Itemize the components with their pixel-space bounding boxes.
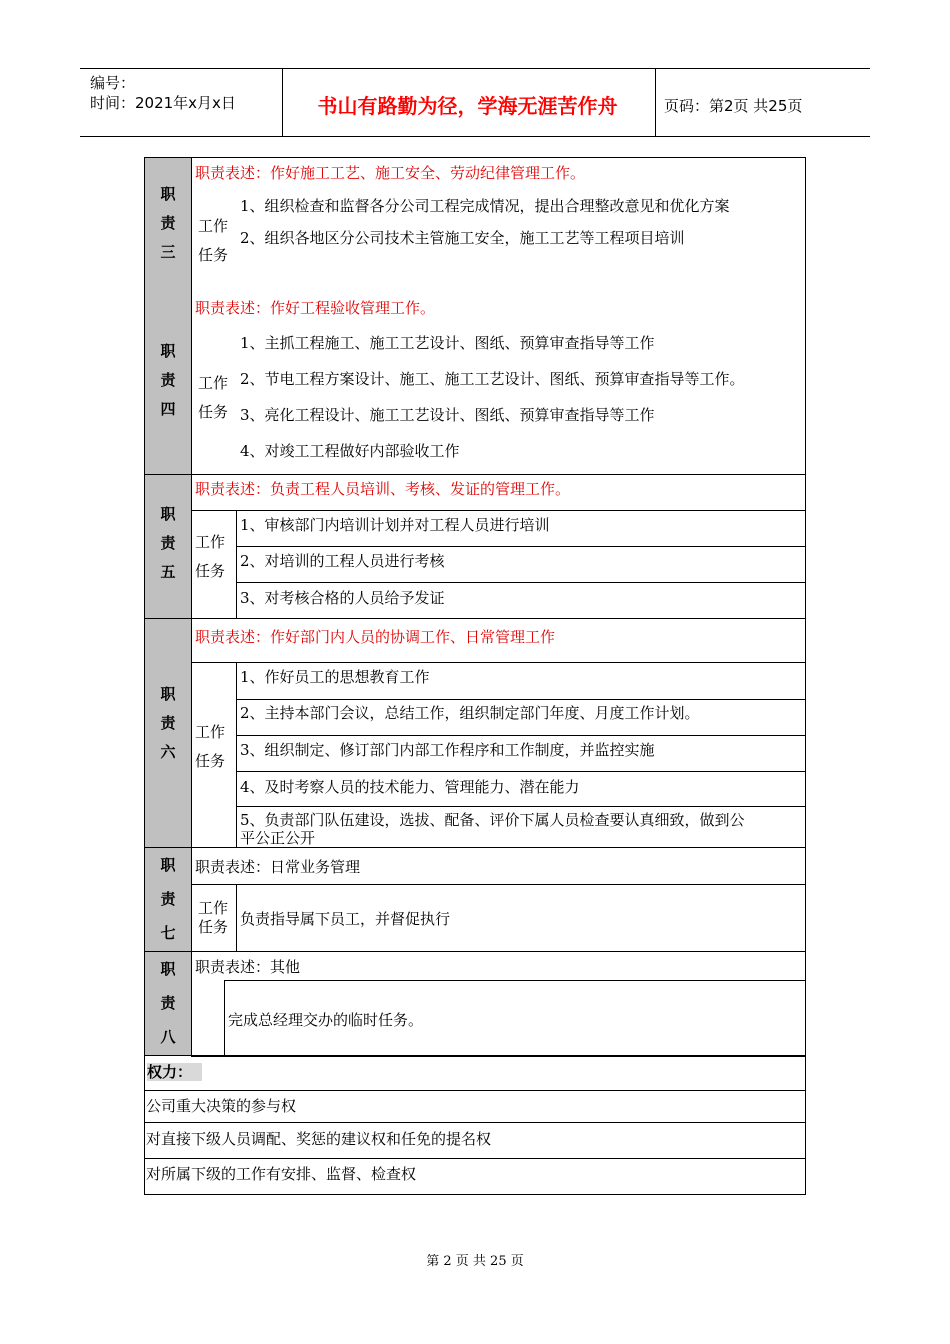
duty-8-statement: 职责表述：其他 [195,958,301,976]
duty-8-task-divider [224,980,225,1055]
document-number-label: 编号： [90,74,136,92]
duty-4-task-4: 4、对竣工工程做好内部验收工作 [240,442,460,460]
duty-7-task-1: 负责指导属下员工，并督促执行 [240,910,451,928]
duty-3-statement: 职责表述：作好施工工艺、施工安全、劳动纪律管理工作。 [195,164,586,182]
duty-6-row-rule-1 [236,699,806,700]
powers-title: 权力： [147,1063,202,1081]
duty-6-task-5-continued: 平公正公开 [240,829,316,847]
duty-5-row-rule-2 [236,582,806,583]
duty-6-row-rule-2 [236,735,806,736]
duty-4-task-label: 工作 任务 [198,374,229,421]
powers-row-rule-1 [144,1090,806,1091]
header-divider-right [655,68,656,136]
duty-3-task-label: 工作 任务 [198,217,229,264]
duty-6-task-3: 3、组织制定、修订部门内部工作程序和工作制度，并监控实施 [240,741,655,759]
duty-5-task-1: 1、审核部门内培训计划并对工程人员进行培训 [240,516,550,534]
duty-3-task-2: 2、组织各地区分公司技术主管施工安全，施工工艺等工程项目培训 [240,229,685,247]
motto-heading: 书山有路勤为径，学海无涯苦作舟 [317,94,618,118]
duty-6-statement: 职责表述：作好部门内人员的协调工作、日常管理工作 [195,628,556,646]
duty-6-row-rule-3 [236,771,806,772]
separator-duty-5 [144,474,806,475]
duty-6-task-divider [236,662,237,847]
duty-4-label: 职 责 四 [160,342,176,418]
duty-7-label: 职 责 七 [160,856,176,942]
powers-row-rule-3 [144,1158,806,1159]
power-item-1: 公司重大决策的参与权 [146,1097,297,1115]
duty-6-label: 职 责 六 [160,685,176,761]
duty-6-task-4: 4、及时考察人员的技术能力、管理能力、潜在能力 [240,778,580,796]
duty-5-statement-rule [191,510,806,511]
duty-4-task-1: 1、主抓工程施工、施工工艺设计、图纸、预算审查指导等工作 [240,334,655,352]
label-column-border [191,157,192,1056]
power-item-3: 对所属下级的工作有安排、监督、检查权 [146,1165,417,1183]
page-number-label: 页码：第2页 共25页 [664,97,803,115]
header-divider-left [282,68,283,136]
duty-4-task-3: 3、亮化工程设计、施工工艺设计、图纸、预算审查指导等工作 [240,406,655,424]
duty-6-task-5: 5、负责部门队伍建设，选拔、配备、评价下属人员检查要认真细致，做到公 [240,811,745,829]
document-time-label: 时间：2021年x月x日 [90,94,236,112]
duty-4-task-2: 2、节电工程方案设计、施工、施工工艺设计、图纸、预算审查指导等工作。 [240,370,745,388]
duty-4-statement: 职责表述：作好工程验收管理工作。 [195,299,436,317]
duty-6-task-label: 工作 任务 [195,723,226,770]
duty-5-statement: 职责表述：负责工程人员培训、考核、发证的管理工作。 [195,480,571,498]
separator-duty-7 [144,847,806,848]
power-item-2: 对直接下级人员调配、奖惩的建议权和任免的提名权 [146,1130,492,1148]
duty-5-task-2: 2、对培训的工程人员进行考核 [240,552,445,570]
duty-3-label: 职 责 三 [160,185,176,261]
duty-7-statement-rule [191,884,806,885]
page-footer: 第 2 页 共 25 页 [426,1254,524,1269]
duty-5-label: 职 责 五 [160,505,176,581]
duty-7-statement: 职责表述：日常业务管理 [195,858,361,876]
duty-6-row-rule-4 [236,806,806,807]
header-top-rule [80,68,870,69]
duty-5-task-label: 工作 任务 [195,533,226,580]
duty-6-statement-rule [191,662,806,663]
powers-row-rule-2 [144,1122,806,1123]
duty-5-task-divider [236,510,237,618]
separator-duty-6 [144,618,806,619]
duty-5-row-rule-1 [236,546,806,547]
duty-7-task-label: 工作 任务 [198,899,229,936]
header-bottom-rule [80,136,870,137]
duty-8-task-1: 完成总经理交办的临时任务。 [228,1011,424,1029]
duty-6-task-2: 2、主持本部门会议，总结工作，组织制定部门年度、月度工作计划。 [240,704,700,722]
duty-8-statement-rule [224,980,806,981]
duty-3-task-1: 1、组织检查和监督各分公司工程完成情况，提出合理整改意见和优化方案 [240,197,730,215]
separator-duty-8 [144,951,806,952]
duty-8-label: 职 责 八 [160,960,176,1046]
duty-6-task-1: 1、作好员工的思想教育工作 [240,668,430,686]
duty-5-task-3: 3、对考核合格的人员给予发证 [240,589,445,607]
